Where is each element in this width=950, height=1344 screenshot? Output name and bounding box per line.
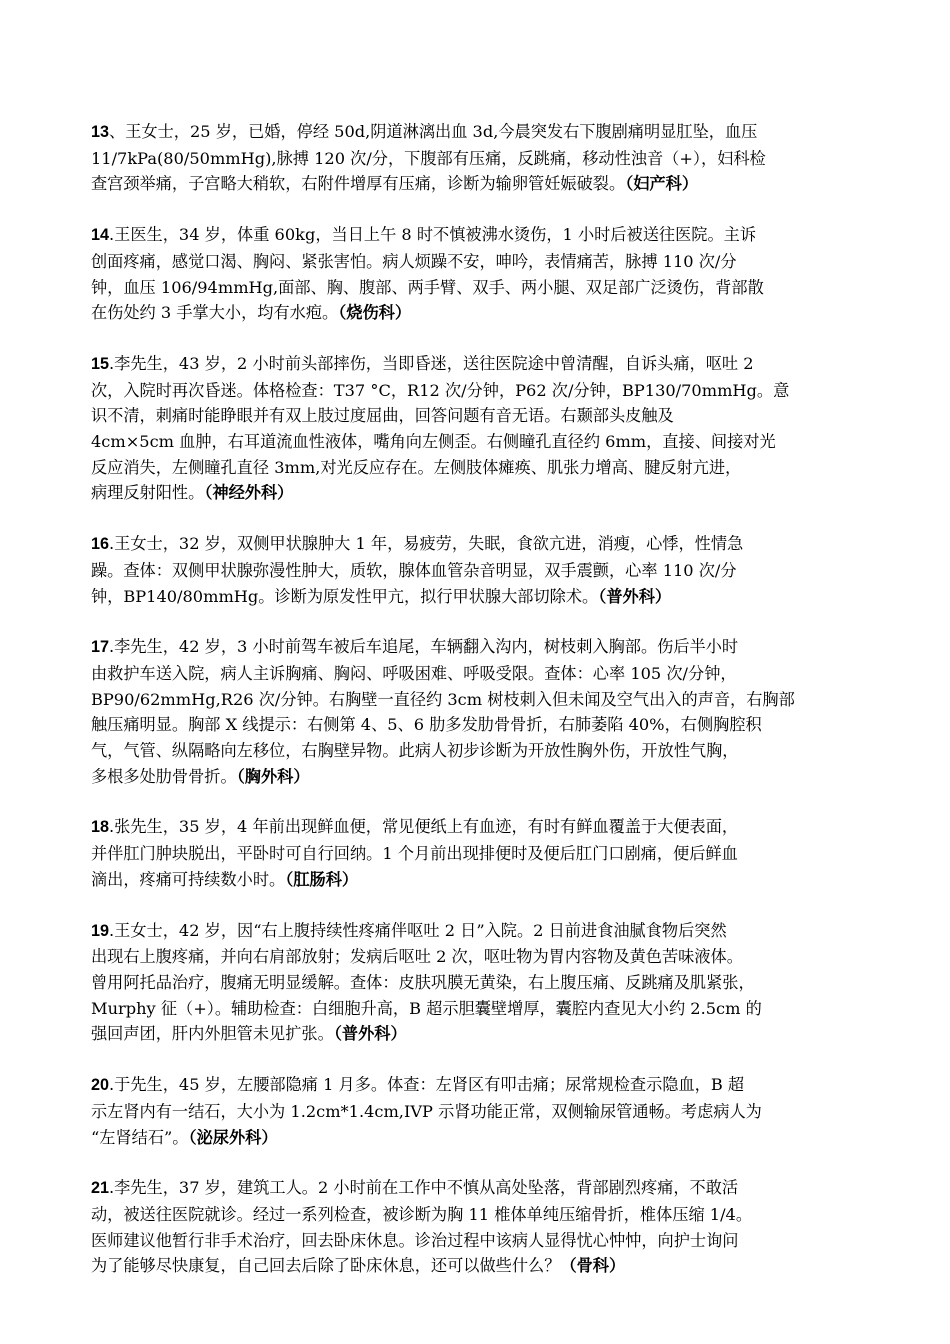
case-line: 触压痛明显。胸部 X 线提示：右侧第 4、5、6 肋多发肋骨骨折，右肺萎陷 40%，右侧胸腔积 xyxy=(91,715,762,735)
case-line xyxy=(91,480,873,506)
case-line: 动，被送往医院就诊。经过一系列检查，被诊断为胸 11 椎体单纯压缩骨折，椎体压缩 1/4。 xyxy=(91,1204,753,1224)
case-line xyxy=(91,918,873,945)
case-20 xyxy=(91,1072,873,1150)
case-text: 查宫颈举痛，子宫略大稍软，右附件增厚有压痛，诊断为输卵管妊娠破裂。 xyxy=(91,174,626,194)
case-number: 21 xyxy=(91,1179,110,1198)
document-page xyxy=(91,119,873,1304)
department-label: （普外科） xyxy=(598,586,672,606)
case-line xyxy=(91,300,873,326)
department-label: （烧伤科） xyxy=(338,303,412,323)
case-line: BP90/62mmHg,R26 次/分钟。右胸壁一直径约 3cm 树枝刺入但未闻及空气出入的声音，右胸部 xyxy=(91,689,795,709)
case-number: 19 xyxy=(91,921,110,940)
department-label: （妇产科） xyxy=(625,174,699,194)
case-text: 病理反射阳性。 xyxy=(91,483,205,503)
case-text: .王女士，32 岁，双侧甲状腺肿大 1 年，易疲劳，失眠，食欲亢进，消瘦，心悸，性情急 xyxy=(109,534,744,554)
department-label: （泌尿外科） xyxy=(188,1127,278,1147)
case-17 xyxy=(91,634,873,789)
case-line xyxy=(91,1021,873,1047)
case-13 xyxy=(91,119,873,197)
case-text: .于先生，45 岁，左腰部隐痛 1 月多。体查：左肾区有叩击痛；尿常规检查示隐血，B 超 xyxy=(109,1075,745,1095)
case-text: 强回声团，肝内外胆管未见扩张。 xyxy=(91,1024,334,1044)
case-18 xyxy=(91,814,873,892)
case-line: 躁。查体：双侧甲状腺弥漫性肿大，质软，腺体血管杂音明显，双手震颤，心率 110 次/分 xyxy=(91,560,737,580)
case-text: .李先生，37 岁，建筑工人。2 小时前在工作中不慎从高处坠落，背部剧烈疼痛，不敢活 xyxy=(109,1178,739,1198)
case-text: 滴出，疼痛可持续数小时。 xyxy=(91,869,286,889)
case-line xyxy=(91,171,873,197)
case-15 xyxy=(91,351,873,506)
case-line: 11/7kPa(80/50mmHg),脉搏 120 次/分，下腹部有压痛，反跳痛，移动性浊音（+），妇科检 xyxy=(91,148,766,168)
case-line: 次，入院时再次昏迷。体格检查：T37 °C，R12 次/分钟，P62 次/分钟，BP130/70mmHg。意 xyxy=(91,380,790,400)
case-text: 在伤处约 3 手掌大小，均有水疱。 xyxy=(91,303,339,323)
case-16 xyxy=(91,531,873,609)
case-line: 创面疼痛，感觉口渴、胸闷、紧张害怕。病人烦躁不安，呻吟，表情痛苦，脉搏 110 次/分 xyxy=(91,251,737,271)
case-line xyxy=(91,634,873,661)
case-line: 医师建议他暂行非手术治疗，回去卧床休息。诊治过程中该病人显得忧心忡忡，向护士询问 xyxy=(91,1230,739,1250)
case-line xyxy=(91,867,873,893)
case-text: 多根多处肋骨骨折。 xyxy=(91,766,237,786)
case-line: 并伴肛门肿块脱出，平卧时可自行回纳。1 个月前出现排便时及便后肛门口剧痛，便后鲜血 xyxy=(91,844,738,864)
case-line xyxy=(91,764,873,790)
case-text: .王女士，42 岁，因“右上腹持续性疼痛伴呕吐 2 日”入院。2 日前进食油腻食物后突然 xyxy=(109,920,727,940)
case-number: 17 xyxy=(91,638,110,657)
case-19 xyxy=(91,918,873,1048)
department-label: （肛肠科） xyxy=(285,869,359,889)
case-line xyxy=(91,1125,873,1151)
case-line xyxy=(91,119,873,146)
case-line: 曾用阿托品治疗，腹痛无明显缓解。查体：皮肤巩膜无黄染，右上腹压痛、反跳痛及肌紧张， xyxy=(91,972,755,992)
case-number: 14 xyxy=(91,226,110,245)
case-line xyxy=(91,814,873,841)
case-text: .李先生，42 岁，3 小时前驾车被后车追尾，车辆翻入沟内，树枝刺入胸部。伤后半小时 xyxy=(109,637,739,657)
case-number: 16 xyxy=(91,535,110,554)
case-number: 18 xyxy=(91,818,110,837)
case-text: 、王女士，25 岁，已婚，停经 50d,阴道淋漓出血 3d,今晨突发右下腹剧痛明显肛坠，血压 xyxy=(109,122,758,141)
case-text: .王医生，34 岁，体重 60kg，当日上午 8 时不慎被沸水烫伤，1 小时后被送往医院。主诉 xyxy=(109,225,757,245)
case-line xyxy=(91,1253,873,1279)
department-label: （胸外科） xyxy=(236,766,310,786)
case-line: 识不清，刺痛时能睁眼并有双上肢过度屈曲，回答问题有音无语。右颞部头皮触及 xyxy=(91,406,674,426)
case-text: “左肾结石”。 xyxy=(91,1127,189,1147)
case-14 xyxy=(91,222,873,326)
case-line: 反应消失，左侧瞳孔直径 3mm,对光反应存在。左侧肢体瘫痪、肌张力增高、腱反射亢进， xyxy=(91,457,742,477)
department-label: （骨科） xyxy=(560,1256,626,1276)
case-line xyxy=(91,351,873,378)
case-number: 15 xyxy=(91,354,110,373)
case-text: .张先生，35 岁，4 年前出现鲜血便，常见便纸上有血迹，有时有鲜血覆盖于大便表面， xyxy=(109,817,739,837)
department-label: （神经外科） xyxy=(204,483,294,503)
case-line: 气，气管、纵隔略向左移位，右胸壁异物。此病人初步诊断为开放性胸外伤，开放性气胸， xyxy=(91,741,739,761)
case-line xyxy=(91,531,873,558)
case-text: 钟，BP140/80mmHg。诊断为原发性甲亢，拟行甲状腺大部切除术。 xyxy=(91,586,599,606)
case-number: 20 xyxy=(91,1076,110,1095)
case-text: 为了能够尽快康复，自己回去后除了卧床休息，还可以做些什么？ xyxy=(91,1256,561,1276)
department-label: （普外科） xyxy=(333,1024,407,1044)
case-line: 4cm×5cm 血肿，右耳道流血性液体，嘴角向左侧歪。右侧瞳孔直径约 6mm，直接、间接对光 xyxy=(91,432,776,452)
case-text: .李先生，43 岁，2 小时前头部摔伤，当即昏迷，送往医院途中曾清醒，自诉头痛，呕吐 2 xyxy=(109,353,754,373)
case-line: 出现右上腹疼痛，并向右肩部放射；发病后呕吐 2 次，呕吐物为胃内容物及黄色苦味液体。 xyxy=(91,947,743,967)
case-line xyxy=(91,222,873,249)
case-line xyxy=(91,1175,873,1202)
case-line xyxy=(91,584,873,610)
case-line: 示左肾内有一结石，大小为 1.2cm*1.4cm,IVP 示肾功能正常，双侧输尿管通畅。考虑病人为 xyxy=(91,1101,762,1121)
case-line: Murphy 征（+）。辅助检查：白细胞升高，B 超示胆囊壁增厚，囊腔内查见大小约 2.5cm 的 xyxy=(91,998,762,1018)
case-number: 13 xyxy=(91,123,110,141)
case-line xyxy=(91,1072,873,1099)
case-21 xyxy=(91,1175,873,1279)
case-line: 由救护车送入院，病人主诉胸痛、胸闷、呼吸困难、呼吸受限。查体：心率 105 次/分钟， xyxy=(91,663,737,683)
case-line: 钟，血压 106/94mmHg,面部、胸、腹部、两手臂、双手、两小腿、双足部广泛烫伤，背部散 xyxy=(91,277,764,297)
